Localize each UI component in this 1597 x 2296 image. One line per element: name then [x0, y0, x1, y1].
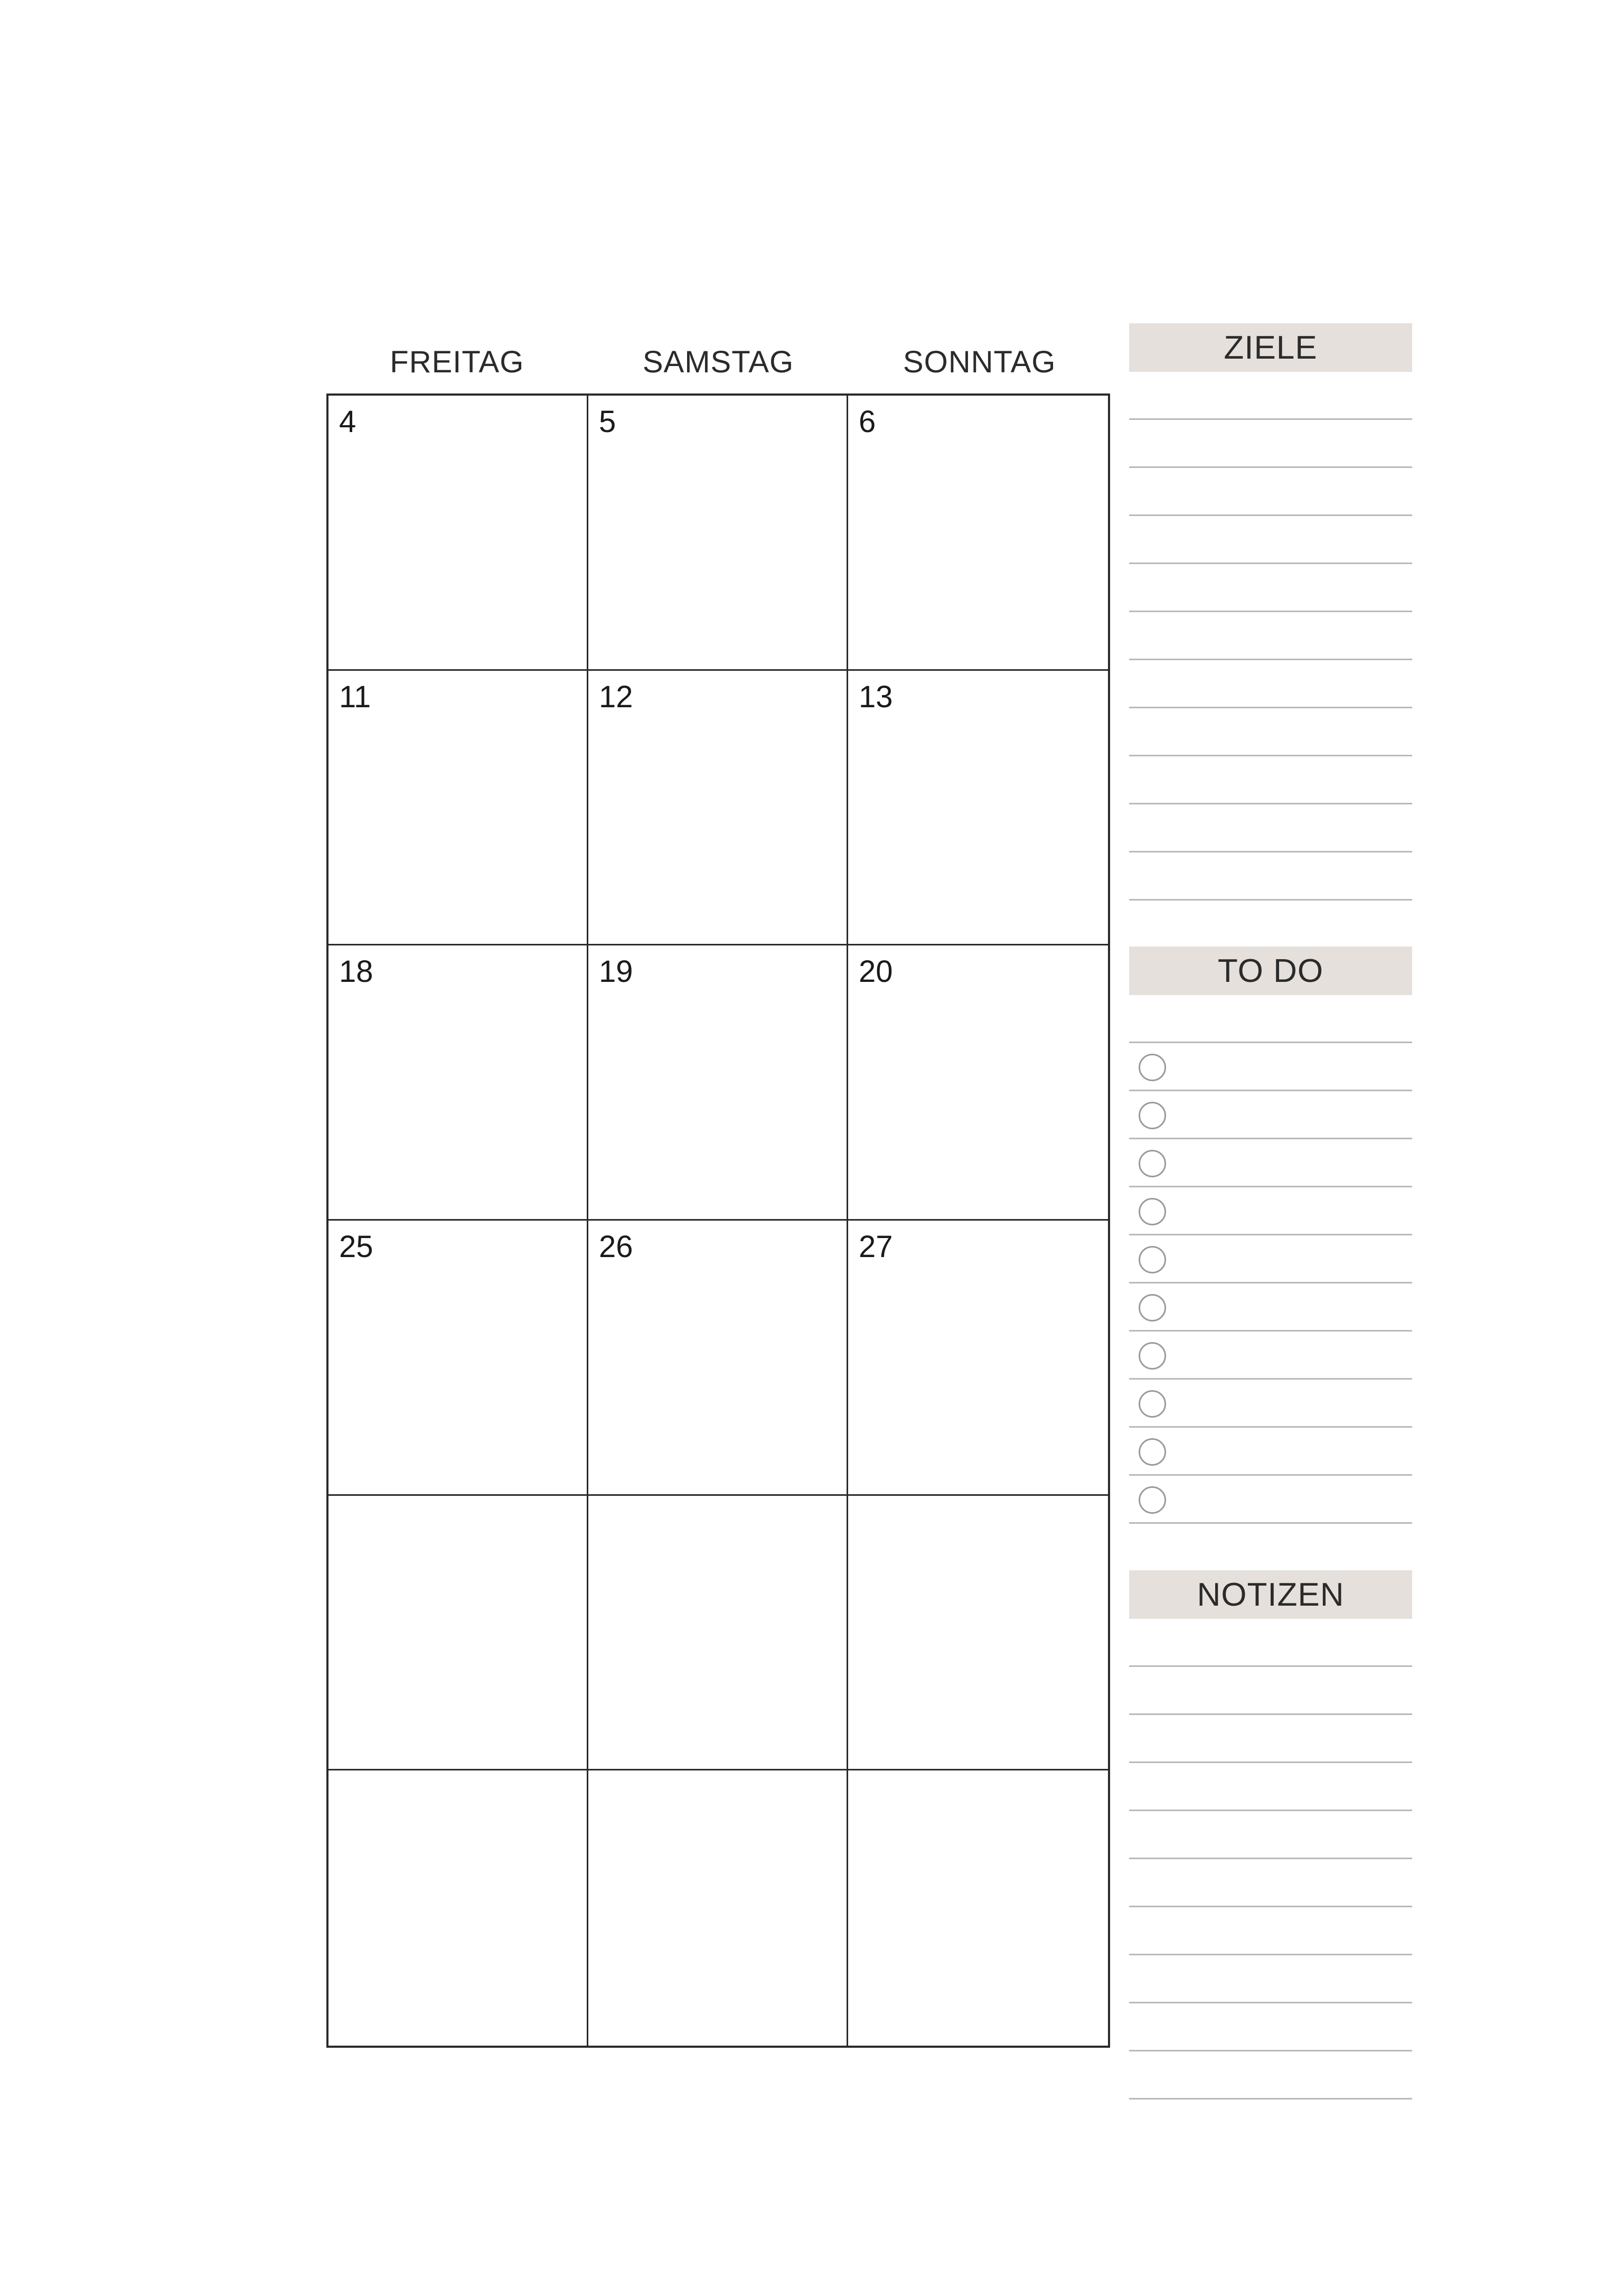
calendar-cell[interactable] — [328, 1496, 588, 1771]
goal-line[interactable] — [1129, 564, 1412, 612]
calendar-cell[interactable] — [328, 945, 588, 1221]
checkbox-circle-icon[interactable] — [1139, 1246, 1166, 1273]
calendar-cell[interactable] — [588, 1221, 848, 1496]
todo-heading: TO DO — [1129, 946, 1412, 995]
todo-section — [1129, 946, 1412, 1524]
calendar-cell[interactable] — [328, 1221, 588, 1496]
weekday-header-saturday: SAMSTAG — [642, 344, 794, 379]
goal-line[interactable] — [1129, 804, 1412, 852]
todo-item[interactable] — [1129, 1235, 1412, 1283]
todo-item[interactable] — [1129, 1428, 1412, 1476]
goal-line[interactable] — [1129, 852, 1412, 901]
note-line[interactable] — [1129, 1907, 1412, 1955]
goal-line[interactable] — [1129, 660, 1412, 708]
calendar-cell[interactable] — [588, 945, 848, 1221]
goals-lines — [1129, 372, 1412, 901]
calendar-cell[interactable] — [588, 396, 848, 671]
calendar-cell[interactable] — [848, 1770, 1108, 2046]
goal-line[interactable] — [1129, 516, 1412, 564]
date-number: 6 — [859, 405, 876, 439]
checkbox-circle-icon[interactable] — [1139, 1054, 1166, 1081]
calendar-cell[interactable] — [588, 1770, 848, 2046]
calendar-cell[interactable] — [848, 396, 1108, 671]
note-line[interactable] — [1129, 1955, 1412, 2003]
date-number: 5 — [599, 405, 616, 439]
todo-item[interactable] — [1129, 1283, 1412, 1332]
notes-section — [1129, 1570, 1412, 2100]
date-number: 4 — [339, 405, 356, 439]
calendar-cell[interactable] — [588, 1496, 848, 1771]
date-number: 11 — [339, 679, 371, 714]
todo-item[interactable] — [1129, 1380, 1412, 1428]
todo-item[interactable] — [1129, 1187, 1412, 1235]
goal-line[interactable] — [1129, 756, 1412, 804]
weekday-header-row — [326, 338, 1110, 386]
checkbox-circle-icon[interactable] — [1139, 1198, 1166, 1225]
todo-item[interactable] — [1129, 1139, 1412, 1187]
note-line[interactable] — [1129, 1619, 1412, 1667]
checkbox-circle-icon[interactable] — [1139, 1150, 1166, 1177]
calendar-cell[interactable] — [328, 671, 588, 946]
calendar-cell[interactable] — [848, 1221, 1108, 1496]
todo-item[interactable] — [1129, 1043, 1412, 1091]
goal-line[interactable] — [1129, 708, 1412, 756]
goals-section — [1129, 323, 1412, 901]
weekday-header-sunday: SONNTAG — [903, 344, 1056, 379]
todo-item[interactable] — [1129, 1091, 1412, 1139]
todo-lines — [1129, 995, 1412, 1524]
sidebar — [1129, 323, 1412, 2100]
goal-line[interactable] — [1129, 420, 1412, 468]
goal-line[interactable] — [1129, 468, 1412, 516]
note-line[interactable] — [1129, 1763, 1412, 1811]
todo-spacer-line — [1129, 995, 1412, 1043]
checkbox-circle-icon[interactable] — [1139, 1102, 1166, 1129]
calendar-grid — [326, 393, 1110, 2048]
notes-lines — [1129, 1619, 1412, 2100]
date-number: 19 — [599, 954, 633, 989]
date-number: 13 — [859, 679, 893, 714]
date-number: 18 — [339, 954, 373, 989]
calendar-cell[interactable] — [848, 671, 1108, 946]
calendar-cell[interactable] — [588, 671, 848, 946]
goal-line[interactable] — [1129, 612, 1412, 660]
checkbox-circle-icon[interactable] — [1139, 1486, 1166, 1514]
calendar-cell[interactable] — [848, 945, 1108, 1221]
weekday-header-friday: FREITAG — [390, 344, 524, 379]
note-line[interactable] — [1129, 1811, 1412, 1859]
note-line[interactable] — [1129, 1715, 1412, 1763]
note-line[interactable] — [1129, 2003, 1412, 2051]
note-line[interactable] — [1129, 1859, 1412, 1907]
checkbox-circle-icon[interactable] — [1139, 1390, 1166, 1418]
notes-heading: NOTIZEN — [1129, 1570, 1412, 1619]
goals-heading: ZIELE — [1129, 323, 1412, 372]
date-number: 12 — [599, 679, 633, 714]
todo-item[interactable] — [1129, 1332, 1412, 1380]
checkbox-circle-icon[interactable] — [1139, 1294, 1166, 1322]
note-line[interactable] — [1129, 1667, 1412, 1715]
checkbox-circle-icon[interactable] — [1139, 1342, 1166, 1370]
todo-item[interactable] — [1129, 1476, 1412, 1524]
calendar-cell[interactable] — [328, 396, 588, 671]
note-line[interactable] — [1129, 2051, 1412, 2100]
checkbox-circle-icon[interactable] — [1139, 1438, 1166, 1466]
date-number: 26 — [599, 1230, 633, 1264]
date-number: 27 — [859, 1230, 893, 1264]
date-number: 25 — [339, 1230, 373, 1264]
calendar-cell[interactable] — [328, 1770, 588, 2046]
date-number: 20 — [859, 954, 893, 989]
calendar-cell[interactable] — [848, 1496, 1108, 1771]
goal-line[interactable] — [1129, 372, 1412, 420]
